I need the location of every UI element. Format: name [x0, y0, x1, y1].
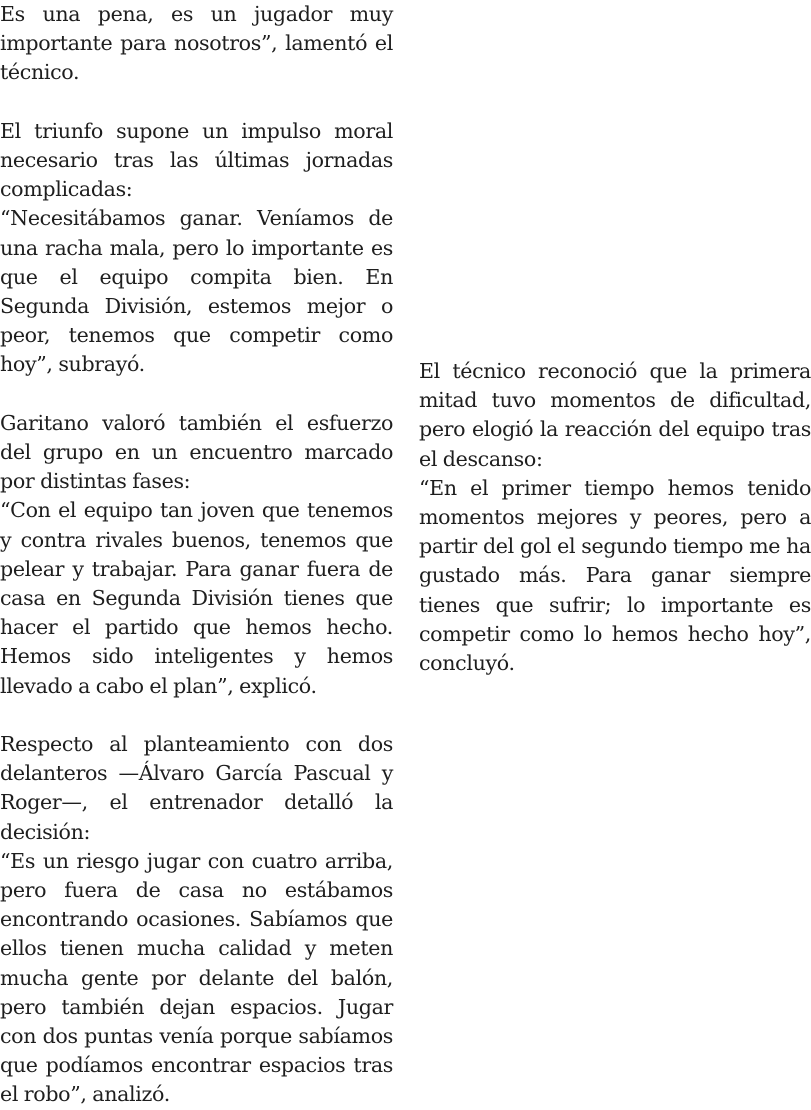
- paragraph-intro: El triunfo supone un impulso moral necesario tras las últimas jornadas complicadas:: [0, 118, 393, 202]
- paragraph-quote: “Es un riesgo jugar con cuatro arriba, pero fuera de casa no estábamos encontrando ocasiones. Sabíamos que ellos tienen mucha calidad y meten mucha gente por delante del balón, pero también dejan espacios. Jugar con dos puntas venía porque sabíamos que podíamos encontrar espacios tras el robo”, analizó.: [0, 848, 393, 1107]
- article-column-right: [419, 0, 811, 678]
- paragraph-3: [0, 409, 393, 701]
- paragraph-5: [419, 357, 811, 678]
- paragraph-intro: El técnico reconoció que la primera mitad tuvo momentos de dificultad, pero elogió la reacción del equipo tras el descanso:: [419, 359, 811, 471]
- article-column-left: [0, 0, 393, 1110]
- paragraph-quote: “En el primer tiempo hemos tenido momentos mejores y peores, pero a partir del gol el segundo tiempo me ha gustado más. Para ganar siempre tienes que sufrir; lo importante es competir como lo hemos hecho hoy”, concluyó.: [419, 475, 811, 676]
- paragraph-quote: “Con el equipo tan joven que tenemos y contra rivales buenos, tenemos que pelear y trabajar. Para ganar fuera de casa en Segunda División tienes que hacer el partido que hemos hecho. Hemos sido inteligentes y hemos llevado a cabo el plan”, explicó.: [0, 498, 393, 698]
- paragraph-text: Es una pena, es un jugador muy importante para nosotros”, lamentó el técnico.: [0, 2, 393, 85]
- paragraph-1: [0, 0, 393, 88]
- paragraph-2: [0, 117, 393, 380]
- paragraph-intro: Garitano valoró también el esfuerzo del grupo en un encuentro marcado por distintas fases:: [0, 410, 393, 494]
- paragraph-intro: Respecto al planteamiento con dos delanteros —Álvaro García Pascual y Roger—, el entrenador detalló la decisión:: [0, 732, 393, 844]
- paragraph-quote: “Necesitábamos ganar. Veníamos de una racha mala, pero lo importante es que el equipo compita bien. En Segunda División, estemos mejor o peor, tenemos que competir como hoy”, subrayó.: [0, 206, 393, 377]
- paragraph-4: [0, 730, 393, 1110]
